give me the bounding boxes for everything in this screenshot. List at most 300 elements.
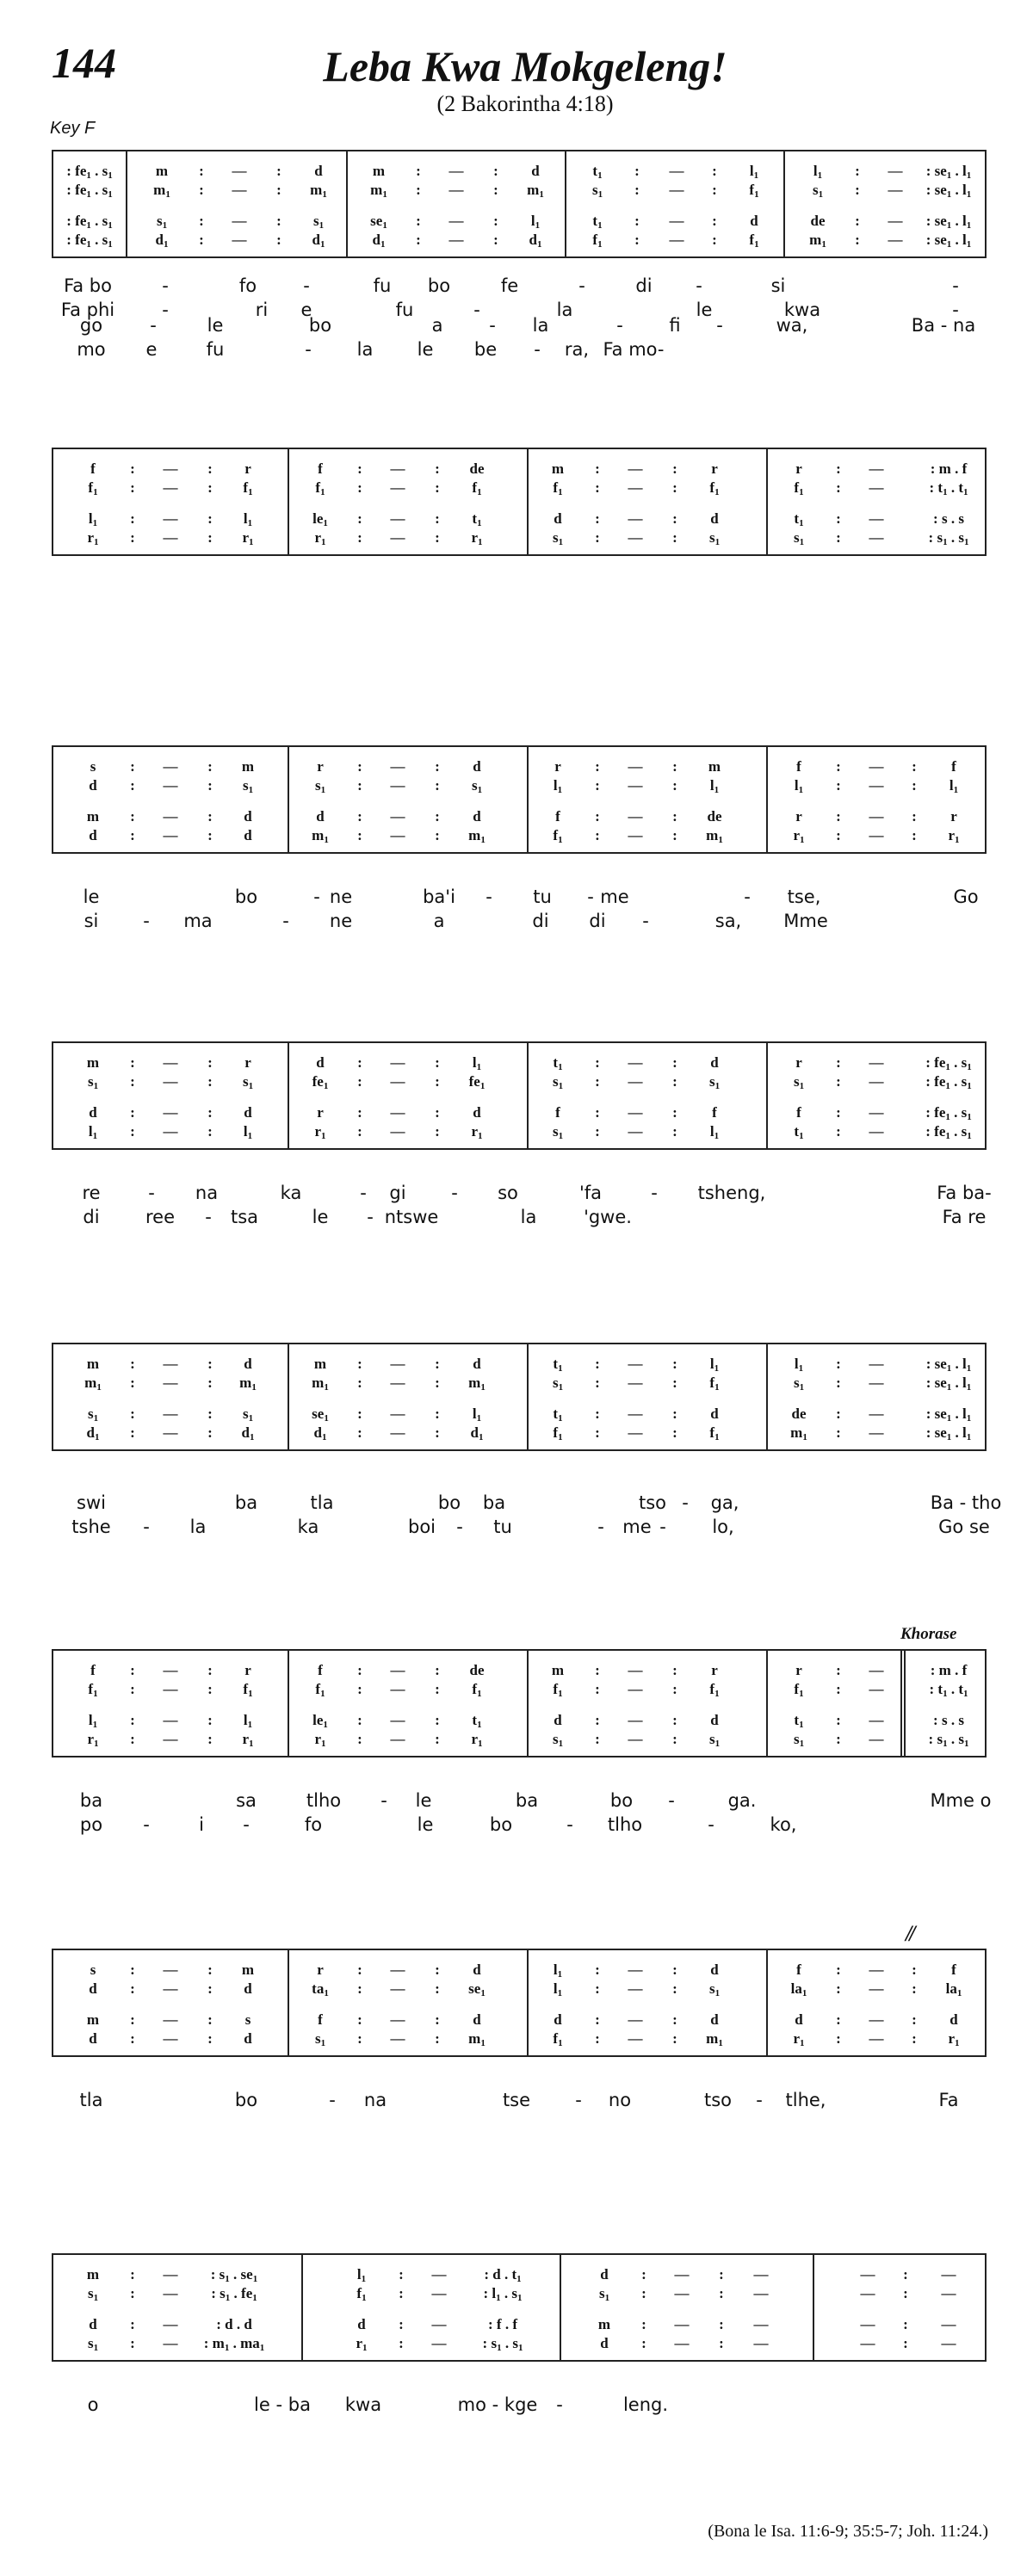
- solfa-note: :: [357, 777, 362, 794]
- solfa-note: :: [130, 827, 135, 843]
- solfa-note: m: [551, 1662, 565, 1678]
- solfa-note: —: [431, 2335, 447, 2351]
- barline: [527, 747, 529, 852]
- solfa-note: :: [641, 2285, 646, 2301]
- solfa-note: —: [628, 1980, 643, 1997]
- solfa-note: :: [435, 758, 440, 775]
- solfa-note: :: [672, 1104, 677, 1121]
- solfa-note: d: [314, 163, 323, 179]
- solfa-note: $s_1$: [242, 777, 254, 795]
- lyric-syllable: fi: [669, 315, 681, 336]
- solfa-note: : m . f: [930, 1662, 968, 1678]
- solfa-note: $m_1$: [706, 2030, 723, 2048]
- solfa-note: :: [595, 529, 600, 546]
- solfa-note: : $s_1$ . $s_1$: [482, 2335, 523, 2353]
- lyric-line: [52, 2090, 987, 2119]
- solfa-note: :: [903, 2316, 908, 2332]
- solfa-note: :: [493, 163, 498, 179]
- solfa-note: $d_1$: [372, 232, 386, 250]
- solfa-note: m: [86, 1356, 100, 1372]
- solfa-note: d: [89, 827, 97, 843]
- lyric-syllable: le: [83, 886, 100, 907]
- solfa-note: :: [435, 827, 440, 843]
- solfa-note: —: [869, 1681, 884, 1697]
- solfa-note: : $fe_1$ . $s_1$: [925, 1104, 972, 1122]
- solfa-note: $r_1$: [356, 2335, 368, 2353]
- solfa-note: :: [672, 1356, 677, 1372]
- solfa-note: :: [595, 479, 600, 496]
- solfa-note: d: [473, 1961, 481, 1978]
- solfa-note: —: [390, 827, 405, 843]
- solfa-note: d: [710, 510, 719, 527]
- solfa-note: :: [836, 1356, 841, 1372]
- solfa-note: :: [855, 163, 860, 179]
- solfa-note: —: [390, 1424, 405, 1441]
- solfa-note: $d_1$: [470, 1424, 484, 1442]
- tonic-solfa-system: [52, 1949, 987, 2057]
- solfa-note: $la_1$: [945, 1980, 962, 1998]
- solfa-note: :: [672, 777, 677, 794]
- solfa-note: :: [595, 1712, 600, 1728]
- lyric-syllable: -: [143, 1517, 150, 1537]
- solfa-note: :: [357, 1356, 362, 1372]
- solfa-note: :: [595, 1961, 600, 1978]
- solfa-note: r: [795, 1662, 802, 1678]
- solfa-note: m: [86, 1054, 100, 1071]
- solfa-note: $f_1$: [709, 1681, 720, 1699]
- tonic-solfa-system: [52, 1649, 987, 1757]
- lyric-syllable: e: [145, 339, 158, 360]
- solfa-note: —: [163, 1104, 178, 1121]
- solfa-note: $s_1$: [708, 1731, 721, 1749]
- solfa-note: :: [672, 510, 677, 527]
- lyric-syllable: boi: [407, 1517, 436, 1537]
- solfa-note: $f_1$: [749, 182, 759, 200]
- solfa-note: $m_1$: [706, 827, 723, 845]
- solfa-note: :: [130, 808, 135, 825]
- solfa-note: : $se_1$ . $l_1$: [925, 1405, 972, 1424]
- solfa-note: —: [753, 2316, 769, 2332]
- solfa-note: :: [595, 758, 600, 775]
- solfa-note: —: [860, 2285, 875, 2301]
- solfa-note: :: [836, 1123, 841, 1140]
- solfa-note: —: [163, 2316, 178, 2332]
- solfa-note: :: [435, 1405, 440, 1422]
- solfa-note: d: [89, 2316, 97, 2332]
- solfa-note: :: [435, 529, 440, 546]
- solfa-note: —: [860, 2335, 875, 2351]
- solfa-note: $d_1$: [155, 232, 169, 250]
- solfa-note: :: [357, 1731, 362, 1747]
- solfa-note: :: [416, 213, 421, 229]
- solfa-note: —: [669, 182, 684, 198]
- solfa-note: :: [836, 1073, 841, 1090]
- solfa-note: :: [672, 1712, 677, 1728]
- key-signature: Key F: [50, 119, 96, 138]
- solfa-note: d: [473, 808, 481, 825]
- lyric-syllable: ba: [79, 1790, 103, 1811]
- solfa-note: —: [232, 213, 247, 229]
- lyric-syllable: bo: [609, 1790, 634, 1811]
- solfa-note: :: [836, 510, 841, 527]
- solfa-note: $l_1$: [709, 1123, 720, 1141]
- solfa-note: :: [130, 1662, 135, 1678]
- solfa-note: :: [595, 2011, 600, 2028]
- solfa-note: de: [810, 213, 826, 229]
- solfa-note: r: [795, 808, 802, 825]
- solfa-note: r: [711, 1662, 718, 1678]
- lyric-syllable: bo: [234, 886, 258, 907]
- solfa-note: :: [207, 777, 213, 794]
- solfa-note: f: [555, 808, 560, 825]
- solfa-note: :: [130, 1681, 135, 1697]
- solfa-note: :: [130, 1104, 135, 1121]
- lyric-syllable: -: [952, 300, 959, 320]
- solfa-note: :: [357, 1681, 362, 1697]
- chorus-label: Khorase: [900, 1625, 957, 1643]
- solfa-note: d: [531, 163, 540, 179]
- solfa-note: $f_1$: [472, 479, 482, 497]
- solfa-note: :: [595, 1123, 600, 1140]
- solfa-note: —: [163, 1681, 178, 1697]
- lyric-syllable: fo: [238, 275, 257, 296]
- solfa-note: $r_1$: [793, 2030, 805, 2048]
- solfa-note: :: [207, 479, 213, 496]
- solfa-note: s: [90, 758, 96, 775]
- solfa-note: :: [595, 1424, 600, 1441]
- lyric-syllable: le: [417, 1814, 434, 1835]
- solfa-note: :: [435, 1424, 440, 1441]
- lyric-syllable: -: [282, 911, 289, 931]
- solfa-note: :: [912, 2030, 917, 2047]
- solfa-note: de: [707, 808, 722, 825]
- lyric-syllable: la: [189, 1517, 207, 1537]
- lyric-syllable: 'fa: [578, 1183, 603, 1203]
- solfa-note: —: [869, 2030, 884, 2047]
- solfa-note: :: [836, 1731, 841, 1747]
- lyric-syllable: di: [532, 911, 549, 931]
- solfa-note: $s_1$: [552, 1123, 564, 1141]
- solfa-note: $t_1$: [794, 1712, 804, 1730]
- solfa-note: $le_1$: [312, 1712, 328, 1730]
- solfa-note: : $s_1$ . $s_1$: [928, 529, 969, 547]
- solfa-note: :: [719, 2285, 724, 2301]
- solfa-note: :: [357, 510, 362, 527]
- lyric-syllable: -: [150, 315, 157, 336]
- solfa-note: : m . f: [930, 460, 968, 477]
- solfa-note: :: [435, 1662, 440, 1678]
- solfa-note: —: [390, 1073, 405, 1090]
- solfa-note: :: [357, 1662, 362, 1678]
- solfa-note: —: [163, 1356, 178, 1372]
- solfa-note: —: [390, 2030, 405, 2047]
- lyric-syllable: no: [608, 2090, 632, 2110]
- solfa-note: : $fe_1$ . $s_1$: [925, 1054, 972, 1072]
- lyric-syllable: tsheng,: [697, 1183, 766, 1203]
- lyric-syllable: ba'i: [423, 886, 455, 907]
- lyric-syllable: tlho: [306, 1790, 342, 1811]
- solfa-note: $d_1$: [313, 1424, 327, 1442]
- solfa-note: : $se_1$ . $l_1$: [925, 213, 972, 231]
- solfa-note: :: [912, 2011, 917, 2028]
- lyric-syllable: kwa: [344, 2394, 382, 2415]
- lyric-syllable: -: [642, 911, 649, 931]
- lyric-syllable: bo: [437, 1492, 461, 1513]
- solfa-note: f: [796, 1961, 801, 1978]
- solfa-note: :: [207, 1073, 213, 1090]
- solfa-note: —: [674, 2266, 690, 2283]
- solfa-note: $s_1$: [793, 1073, 805, 1091]
- solfa-note: —: [869, 529, 884, 546]
- solfa-note: r: [317, 1961, 324, 1978]
- solfa-note: $s_1$: [242, 1405, 254, 1424]
- solfa-note: $m_1$: [468, 1374, 486, 1393]
- solfa-note: $l_1$: [472, 1054, 482, 1072]
- solfa-note: —: [390, 1980, 405, 1997]
- solfa-note: d: [244, 1104, 252, 1121]
- solfa-note: —: [674, 2316, 690, 2332]
- solfa-note: $f_1$: [356, 2285, 367, 2303]
- barline: [527, 1043, 529, 1148]
- solfa-note: d: [89, 777, 97, 794]
- lyric-syllable: la: [520, 1207, 537, 1227]
- solfa-note: $m_1$: [790, 1424, 807, 1442]
- solfa-note: :: [130, 1054, 135, 1071]
- solfa-note: :: [672, 460, 677, 477]
- solfa-note: :: [912, 777, 917, 794]
- solfa-note: :: [712, 232, 717, 248]
- solfa-note: :: [207, 1662, 213, 1678]
- solfa-note: —: [869, 1054, 884, 1071]
- lyric-syllable: Fa: [938, 2090, 959, 2110]
- solfa-note: d: [473, 1104, 481, 1121]
- solfa-note: —: [390, 460, 405, 477]
- solfa-note: :: [357, 1054, 362, 1071]
- solfa-note: —: [941, 2316, 956, 2332]
- solfa-note: :: [672, 1980, 677, 1997]
- solfa-note: d: [89, 1980, 97, 1997]
- lyric-syllable: -: [534, 339, 541, 360]
- solfa-note: : $m_1$ . $ma_1$: [203, 2335, 265, 2353]
- solfa-note: d: [949, 2011, 958, 2028]
- solfa-note: —: [448, 213, 464, 229]
- solfa-note: m: [597, 2316, 611, 2332]
- solfa-note: —: [860, 2266, 875, 2283]
- tonic-solfa-system: [52, 1343, 987, 1451]
- solfa-note: : $fe_1$ . $s_1$: [66, 232, 113, 250]
- lyric-syllable: ga,: [710, 1492, 739, 1513]
- lyric-syllable: la: [556, 300, 573, 320]
- solfa-note: —: [390, 1356, 405, 1372]
- lyric-syllable: leng.: [622, 2394, 669, 2415]
- solfa-note: $d_1$: [312, 232, 325, 250]
- solfa-note: —: [869, 1961, 884, 1978]
- solfa-note: :: [357, 529, 362, 546]
- solfa-note: m: [86, 2266, 100, 2283]
- solfa-note: $s_1$: [793, 1374, 805, 1393]
- solfa-note: $s_1$: [312, 213, 325, 231]
- solfa-note: —: [390, 1681, 405, 1697]
- solfa-note: : $fe_1$ . $s_1$: [66, 182, 113, 200]
- solfa-note: :: [130, 2266, 135, 2283]
- barline: [766, 1651, 768, 1756]
- solfa-note: :: [357, 1424, 362, 1441]
- solfa-note: $r_1$: [87, 529, 99, 547]
- solfa-note: :: [672, 1123, 677, 1140]
- solfa-note: :: [712, 182, 717, 198]
- lyric-syllable: -: [473, 300, 480, 320]
- solfa-note: :: [672, 2011, 677, 2028]
- lyric-syllable: tse: [502, 2090, 531, 2110]
- solfa-note: $f_1$: [243, 1681, 253, 1699]
- solfa-note: m: [372, 163, 386, 179]
- solfa-note: $fe_1$: [312, 1073, 329, 1091]
- solfa-note: r: [554, 758, 561, 775]
- lyric-syllable: -: [360, 1183, 367, 1203]
- solfa-note: d: [473, 2011, 481, 2028]
- solfa-note: —: [628, 1073, 643, 1090]
- lyric-syllable: fu: [373, 275, 392, 296]
- barline: [288, 1344, 289, 1449]
- solfa-note: r: [317, 1104, 324, 1121]
- solfa-note: :: [912, 827, 917, 843]
- solfa-note: —: [163, 479, 178, 496]
- solfa-note: —: [163, 2266, 178, 2283]
- lyric-syllable: wa,: [776, 315, 808, 336]
- tonic-solfa-system: [52, 150, 987, 258]
- solfa-note: :: [912, 1961, 917, 1978]
- solfa-note: —: [163, 1405, 178, 1422]
- solfa-note: —: [888, 232, 903, 248]
- solfa-note: : $s_1$ . $se_1$: [210, 2266, 258, 2284]
- lyric-syllable: lo,: [712, 1517, 734, 1537]
- hymn-number: 144: [52, 39, 116, 87]
- solfa-note: —: [628, 1712, 643, 1728]
- solfa-note: $f_1$: [553, 1424, 563, 1442]
- solfa-note: $f_1$: [709, 1374, 720, 1393]
- solfa-note: $s_1$: [87, 1405, 99, 1424]
- solfa-note: :: [199, 213, 204, 229]
- solfa-note: $r_1$: [314, 529, 326, 547]
- solfa-note: :: [207, 529, 213, 546]
- solfa-note: —: [869, 808, 884, 825]
- solfa-note: :: [276, 213, 281, 229]
- barline: [527, 1344, 529, 1449]
- solfa-note: $s_1$: [708, 529, 721, 547]
- lyric-syllable: fe: [500, 275, 519, 296]
- solfa-note: —: [941, 2335, 956, 2351]
- solfa-note: :: [207, 2011, 213, 2028]
- lyric-syllable: -: [313, 886, 320, 907]
- lyric-syllable: -: [367, 1207, 374, 1227]
- solfa-note: $f_1$: [315, 479, 325, 497]
- solfa-note: —: [869, 1123, 884, 1140]
- lyric-syllable: tsa: [230, 1207, 259, 1227]
- solfa-note: —: [628, 2011, 643, 2028]
- solfa-note: —: [390, 479, 405, 496]
- solfa-note: :: [357, 1123, 362, 1140]
- lyric-syllable: Ba - na: [911, 315, 976, 336]
- solfa-note: :: [672, 1681, 677, 1697]
- solfa-note: —: [390, 777, 405, 794]
- lyric-syllable: bo: [427, 275, 451, 296]
- solfa-note: :: [595, 827, 600, 843]
- solfa-note: $le_1$: [312, 510, 328, 528]
- tonic-solfa-system: [52, 2253, 987, 2362]
- solfa-note: —: [941, 2285, 956, 2301]
- lyric-syllable: -: [659, 1517, 666, 1537]
- solfa-note: :: [672, 2030, 677, 2047]
- solfa-note: :: [595, 777, 600, 794]
- solfa-note: —: [163, 2011, 178, 2028]
- solfa-note: : $se_1$ . $l_1$: [925, 1356, 972, 1374]
- solfa-note: —: [628, 1424, 643, 1441]
- solfa-note: $l_1$: [530, 213, 541, 231]
- solfa-note: $l_1$: [243, 510, 253, 528]
- solfa-note: :: [836, 1980, 841, 1997]
- solfa-note: :: [855, 213, 860, 229]
- solfa-note: $m_1$: [809, 232, 826, 250]
- solfa-note: :: [207, 1681, 213, 1697]
- solfa-note: : $se_1$ . $l_1$: [925, 182, 972, 200]
- lyric-syllable: bo: [308, 315, 332, 336]
- barline: [560, 2255, 561, 2360]
- tonic-solfa-system: [52, 1041, 987, 1150]
- lyric-syllable: 'gwe.: [584, 1207, 632, 1227]
- solfa-note: :: [435, 1104, 440, 1121]
- solfa-note: :: [595, 808, 600, 825]
- barline: [565, 151, 566, 256]
- tonic-solfa-system: [52, 448, 987, 556]
- tonic-solfa-system: [52, 745, 987, 854]
- solfa-note: $l_1$: [88, 1712, 98, 1730]
- lyric-line: [52, 1207, 987, 1236]
- solfa-note: f: [555, 1104, 560, 1121]
- solfa-note: :: [130, 1424, 135, 1441]
- solfa-note: :: [207, 510, 213, 527]
- solfa-note: :: [634, 163, 640, 179]
- solfa-note: :: [836, 827, 841, 843]
- solfa-note: :: [207, 1980, 213, 1997]
- lyric-syllable: le - ba: [254, 2394, 311, 2415]
- solfa-note: :: [399, 2266, 404, 2283]
- solfa-note: : $se_1$ . $l_1$: [925, 1424, 972, 1442]
- solfa-note: s: [244, 2011, 251, 2028]
- lyric-syllable: si: [84, 911, 99, 931]
- lyric-syllable: Fa bo: [64, 275, 112, 296]
- solfa-note: : d . d: [216, 2316, 252, 2332]
- solfa-note: d: [710, 1712, 719, 1728]
- lyric-syllable: le: [312, 1207, 329, 1227]
- solfa-note: :: [719, 2316, 724, 2332]
- solfa-note: :: [595, 510, 600, 527]
- solfa-note: —: [869, 2011, 884, 2028]
- lyric-syllable: me: [600, 886, 629, 907]
- solfa-note: —: [390, 1662, 405, 1678]
- solfa-note: f: [712, 1104, 717, 1121]
- solfa-note: $s_1$: [552, 529, 564, 547]
- solfa-note: —: [390, 1961, 405, 1978]
- solfa-note: :: [399, 2335, 404, 2351]
- solfa-note: $s_1$: [156, 213, 168, 231]
- solfa-note: —: [869, 460, 884, 477]
- solfa-note: :: [712, 163, 717, 179]
- solfa-note: $t_1$: [553, 1405, 563, 1424]
- solfa-note: :: [836, 460, 841, 477]
- lyric-syllable: -: [162, 275, 169, 296]
- solfa-note: d: [750, 213, 758, 229]
- solfa-note: s: [90, 1961, 96, 1978]
